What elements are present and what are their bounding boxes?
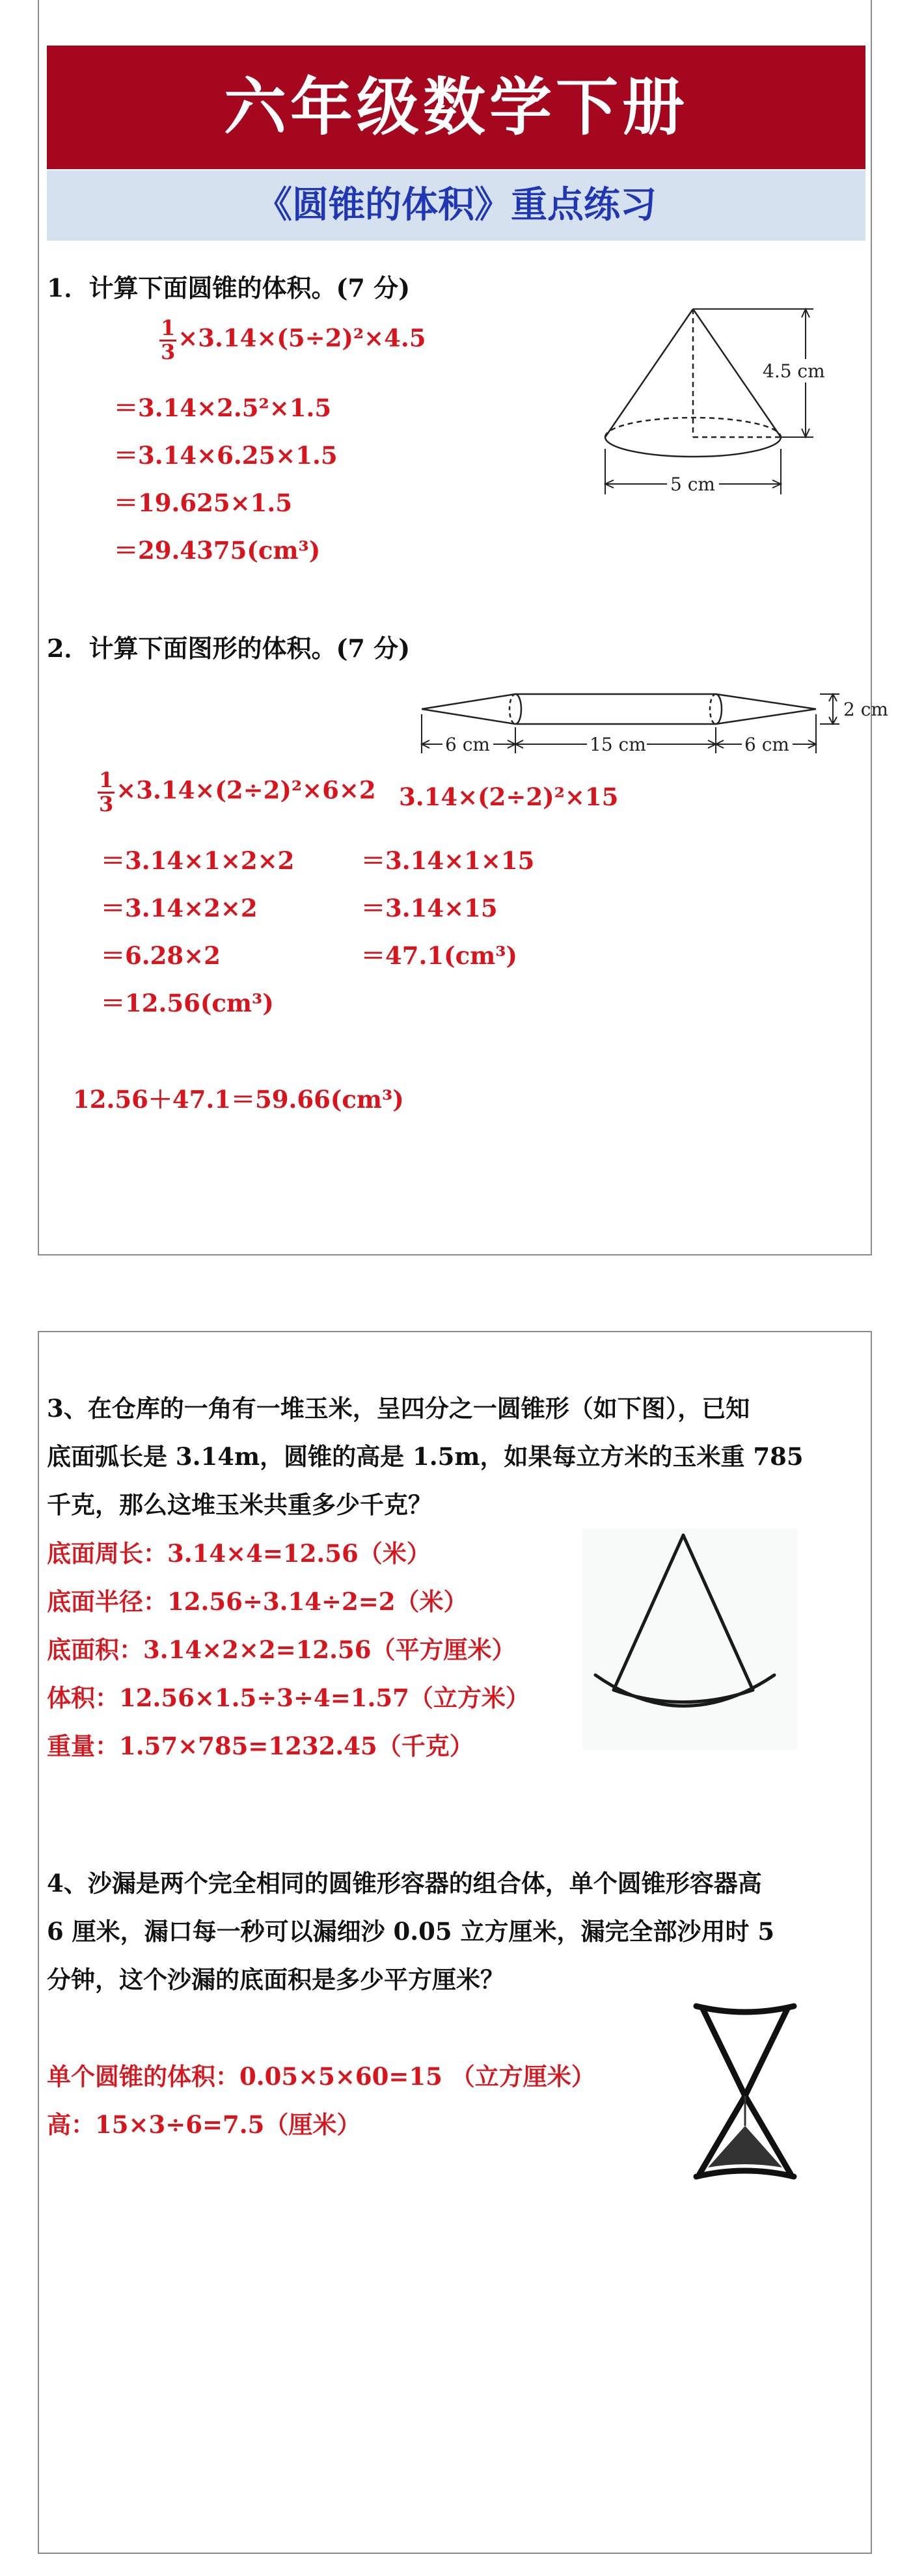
q3-answer-line: 底面半径：12.56÷3.14÷2=2（米）: [47, 1587, 468, 1616]
q1-question: 1．计算下面圆锥的体积。(7 分): [47, 273, 411, 302]
q3-question-line: 3、在仓库的一角有一堆玉米，呈四分之一圆锥形（如下图），已知: [47, 1394, 750, 1423]
q3-answer-line: 底面积：3.14×2×2=12.56（平方厘米）: [47, 1635, 516, 1664]
q1-cone-figure: [586, 286, 833, 507]
q4-question: [47, 1859, 867, 2004]
q1-step-2: ＝3.14×6.25×1.5: [114, 441, 338, 470]
q2-left-step-2: ＝3.14×2×2: [101, 894, 258, 922]
q2-right-label: 6 cm: [744, 734, 789, 755]
q4-answer-line: 单个圆锥的体积：0.05×5×60=15 （立方厘米）: [47, 2062, 595, 2091]
q2-left-step-4: ＝12.56(cm³): [101, 989, 274, 1017]
q3-answer-line: 底面周长：3.14×4=12.56（米）: [47, 1539, 431, 1568]
q2-question: 2．计算下面图形的体积。(7 分): [47, 634, 411, 663]
q2-frac-num: 1: [99, 768, 114, 792]
q3-question: [47, 1384, 867, 1529]
q4-hourglass-figure: [690, 1997, 800, 2186]
q4-question-line: 分钟，这个沙漏的底面积是多少平方厘米？: [47, 1965, 504, 1994]
q2-diameter-label: 2 cm: [843, 699, 888, 720]
q1-step-1: ＝3.14×2.5²×1.5: [114, 394, 332, 422]
q1-height-label: 4.5 cm: [763, 360, 825, 382]
q2-right-step-0: 3.14×(2÷2)²×15: [399, 783, 619, 811]
cone-drawing: [605, 309, 813, 494]
q1-step-0: [159, 317, 426, 363]
q2-fraction: [98, 770, 115, 815]
q3-question-line: 底面弧长是 3.14m，圆锥的高是 1.5m，如果每立方米的玉米重 785: [47, 1442, 804, 1471]
page-title: 六年级数学下册: [47, 46, 865, 169]
q1-frac-den: 3: [161, 339, 176, 364]
q4-question-line: 4、沙漏是两个完全相同的圆锥形容器的组合体，单个圆锥形容器高: [47, 1869, 762, 1898]
q2-frac-den: 3: [99, 791, 114, 816]
q3-quarter-cone-figure: [582, 1529, 797, 1750]
q4-answer-line: 高：15×3÷6=7.5（厘米）: [47, 2110, 361, 2139]
q2-right-step-3: ＝47.1(cm³): [361, 941, 518, 970]
q2-left-step-1: ＝3.14×1×2×2: [101, 846, 295, 875]
q1-step-4: ＝29.4375(cm³): [114, 536, 321, 565]
q1-fraction: [159, 317, 176, 363]
page-subtitle: 《圆锥的体积》重点练习: [47, 170, 865, 241]
q3-question-line: 千克，那么这堆玉米共重多少千克？: [47, 1490, 432, 1519]
q2-left-step-3: ＝6.28×2: [101, 941, 221, 970]
q1-diameter-label: 5 cm: [670, 474, 715, 495]
q1-frac-num: 1: [161, 315, 176, 340]
q2-left-step0-expr: ×3.14×(2÷2)²×6×2: [116, 775, 376, 805]
q4-question-line: 6 厘米，漏口每一秒可以漏细沙 0.05 立方厘米，漏完全部沙用时 5: [47, 1917, 775, 1946]
q1-step0-expr: ×3.14×(5÷2)²×4.5: [178, 323, 426, 353]
q2-middle-label: 15 cm: [590, 734, 646, 755]
q1-step-3: ＝19.625×1.5: [114, 489, 292, 517]
q2-right-step-1: ＝3.14×1×15: [361, 846, 535, 875]
q3-answer-line: 体积：12.56×1.5÷3÷4=1.57（立方米）: [47, 1684, 530, 1712]
sand-pile: [708, 2126, 782, 2167]
q2-left-label: 6 cm: [445, 734, 490, 755]
q2-left-step-0: [98, 770, 376, 815]
figure-background: [582, 1529, 797, 1750]
q2-right-step-2: ＝3.14×15: [361, 894, 498, 922]
q2-total: 12.56＋47.1＝59.66(cm³): [73, 1085, 404, 1114]
q3-answer-line: 重量：1.57×785=1232.45（千克）: [47, 1732, 474, 1760]
q2-spindle-figure: [416, 677, 911, 761]
